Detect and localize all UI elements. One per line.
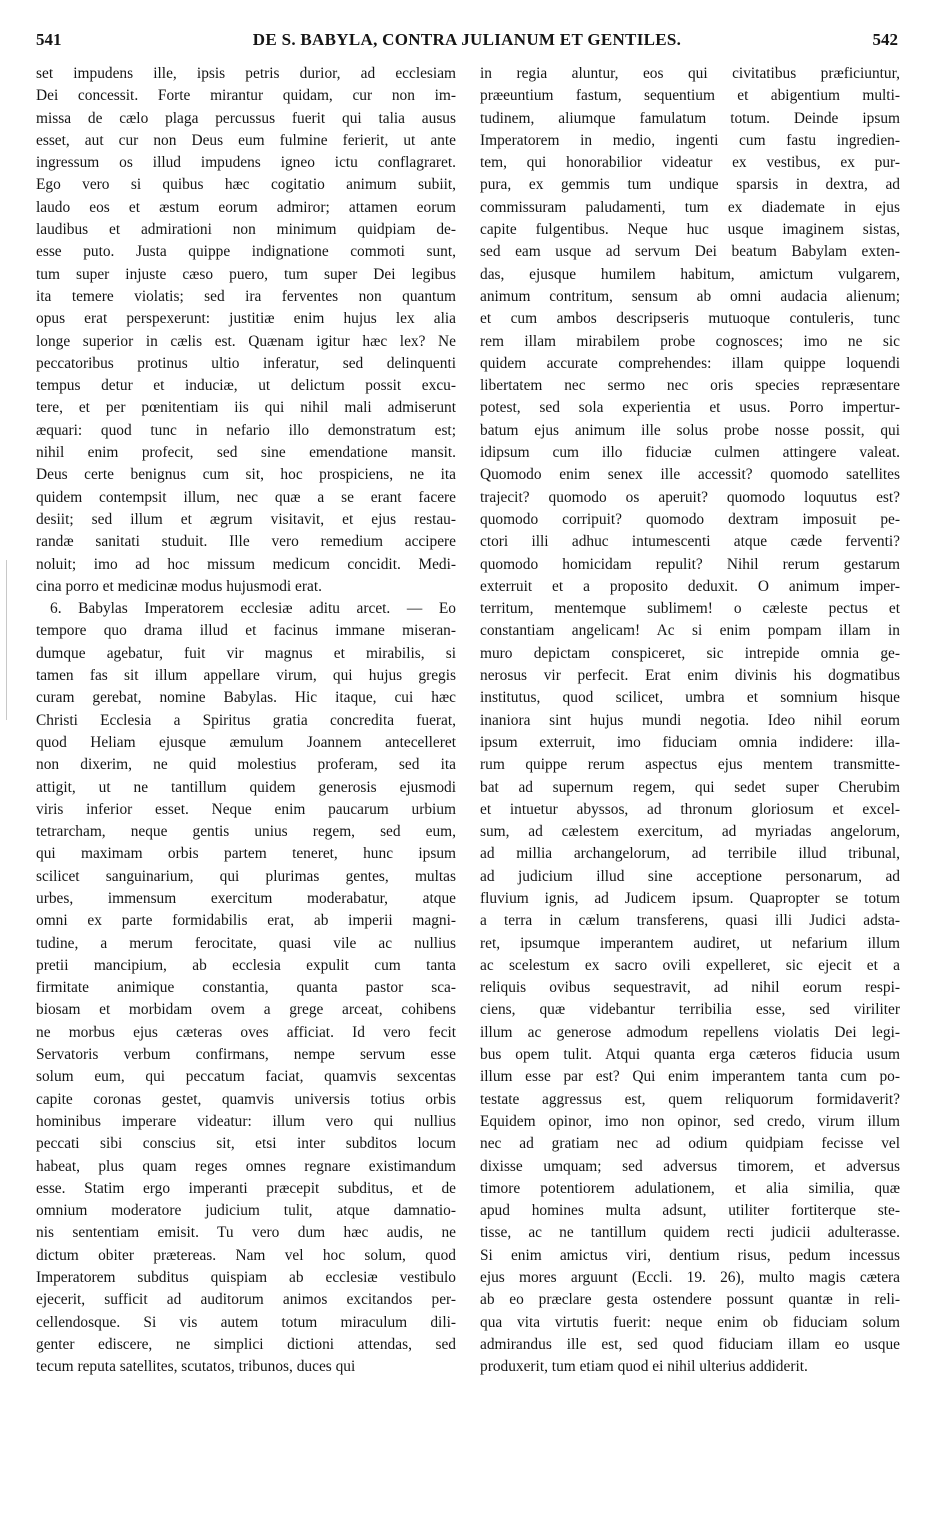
text-line: non dixerim, ne quid molestius proferam, sed ita — [36, 756, 456, 774]
text-line: pura, ex gemmis tum undique sparsis in dextra, ad — [480, 176, 900, 194]
text-line: capite coronas gestet, quamvis universis totius orbis — [36, 1090, 456, 1108]
text-line: nerosus vir perfecit. Erat enim divinis his dogmatibus — [480, 667, 900, 685]
text-line: institutus, quod scilicet, umbra et somnium hisque — [480, 689, 900, 707]
text-line: exterruit et a proposito deduxit. O animum imper- — [480, 577, 900, 595]
text-line: tempus detur et induciæ, ut delictum possit excu- — [36, 377, 456, 395]
text-line: attigit, ut ne tantillum quidem generosis ejusmodi — [36, 778, 456, 796]
running-header — [36, 30, 898, 56]
text-line: tecum reputa satellites, scutatos, tribunos, duces qui — [36, 1358, 356, 1376]
text-line: nec ad gratiam nec ad odium quidpiam fecisse vel — [480, 1135, 900, 1153]
text-line: rem illam mirabilem probe cognosces; imo ne sic — [480, 332, 900, 350]
text-line: sed eam usque ad servum Dei beatum Babylam exten- — [480, 243, 900, 261]
text-line: præeuntium fastum, sequentium et abigentium multi- — [480, 87, 900, 105]
text-line: ret, ipsumque imperantem audiret, ut nefarium illum — [480, 934, 900, 952]
text-line: tisse, ac ne tantillum quidem recti judicii adulterasse. — [480, 1224, 900, 1242]
text-line: ne morbus ejus cæteras oves afficiat. Id vero fecit — [36, 1023, 456, 1041]
text-line: tetrarcham, neque gentis unius regem, sed eum, — [36, 823, 456, 841]
text-line: Dei concessit. Forte mirantur quidam, cur non im- — [36, 87, 456, 105]
text-line: constantiam angelicam! Ac si enim pompam illam in — [480, 622, 900, 640]
right-text-column — [480, 63, 900, 1379]
text-line: cina porro et medicinæ modus hujusmodi erat. — [36, 577, 322, 595]
left-text-column — [36, 63, 456, 1379]
text-line: Deus certe benignus cum sit, hoc prospiciens, ne ita — [36, 466, 456, 484]
text-line: genter ediscere, ne simplici dictioni attendas, sed — [36, 1335, 456, 1353]
text-line: qui maximam orbis partem teneret, hunc ipsum — [36, 845, 456, 863]
text-line: fluvium ignis, ad Judicem ipsum. Quapropter se totum — [480, 889, 900, 907]
scan-artifact-line — [6, 560, 7, 720]
text-line: ac scelestum ex sacro ovili expelleret, sic ejecit et a — [480, 956, 900, 974]
text-line: urbes, immensum exercitum moderabatur, atque — [36, 889, 456, 907]
text-line: randæ sanitati studuit. Ille vero remedium accipere — [36, 533, 456, 551]
text-line: quidem accurate comprehendes: illam quippe loquendi — [480, 354, 900, 372]
text-line: ctori illi adhuc intumescenti atque cæde ferventi? — [480, 533, 900, 551]
text-line: pretii mancipium, ab ecclesia expulit cum tanta — [36, 956, 456, 974]
text-line: apud homines multa adsunt, utiliter fortiterque ste- — [480, 1202, 900, 1220]
text-line: cellendosque. Si vis autem totum miraculum dili- — [36, 1313, 456, 1331]
text-line: qua vita virtutis fuerit: neque enim ob fiduciam solum — [480, 1313, 900, 1331]
text-line: set impudens ille, ipsis petris durior, ad ecclesiam — [36, 65, 456, 82]
text-line: Servatoris verbum confirmans, nempe servum esse — [36, 1046, 456, 1064]
text-line: muro depictam conspiceret, sic intrepide omnia ge- — [480, 644, 900, 662]
text-line: nis sententiam emisit. Tu vero dum hæc audis, ne — [36, 1224, 456, 1242]
text-line: esse puto. Justa quippe indignatione commoti sunt, — [36, 243, 456, 261]
text-line: Ego vero si quibus hæc cogitatio animum subiit, — [36, 176, 456, 194]
text-line: sum, ad cælestem exercitum, ad myriadas angelorum, — [480, 823, 900, 841]
running-title: DE S. BABYLA, CONTRA JULIANUM ET GENTILES. — [252, 30, 682, 49]
text-line: Equidem opinor, imo non opinor, sed credo, virum illum — [480, 1112, 900, 1130]
text-line: ita temere violatis; sed ira ferventes non quantum — [36, 287, 456, 305]
text-line: firmitate animique constantia, quanta pastor sca- — [36, 979, 456, 997]
page-number-left: 541 — [36, 30, 62, 49]
text-line: ad judicium illud sine acceptione personarum, ad — [480, 867, 900, 885]
text-line: habeat, plus quam reges omnes regnare existimandum — [36, 1157, 456, 1175]
text-line: laudibus et admirationi non minimum quidpiam de- — [36, 221, 456, 239]
page-number-right: 542 — [872, 30, 898, 49]
text-line: bat ad supernum regem, qui sedet super Cherubim — [480, 778, 900, 796]
text-line: das, ejusque humilem habitum, amictum vulgarem, — [480, 265, 900, 283]
text-line: ejus mores arguunt (Eccli. 19. 26), multo magis cætera — [480, 1269, 900, 1287]
text-line: ab eo præclare gesta ostendere possunt quantæ in reli- — [480, 1291, 900, 1309]
text-line: tere, et per pœnitentiam iis qui nihil mali admiserunt — [36, 399, 456, 417]
text-line: idipsum cum illo fiduciæ culmen attingere valeat. — [480, 444, 900, 462]
text-line: libertatem nec sermo nec oris species repræsentare — [480, 377, 900, 395]
text-line: trajecit? quomodo os aperuit? quomodo loquutus est? — [480, 488, 900, 506]
text-line: et cum ambos descripseris mutuoque contuleris, tunc — [480, 310, 900, 328]
text-line: produxerit, tum etiam quod ei nihil ulterius addiderit. — [480, 1358, 808, 1376]
text-line: ingressum os illud impudens igneo ictu conflagraret. — [36, 154, 456, 172]
text-line: peccatoribus protinus ultio inferatur, sed delinquenti — [36, 354, 456, 372]
text-line: quod Heliam ejusque æmulum Joannem antecelleret — [36, 733, 456, 751]
text-line: nihil enim profecit, sed sine emendatione mansit. — [36, 444, 456, 462]
text-line: animum contritum, sensum ab omni audacia alienum; — [480, 287, 900, 305]
text-line: territum, mentemque sublimem! o cæleste pectus et — [480, 600, 900, 618]
text-line: Quomodo enim senex ille accessit? quomodo satellites — [480, 466, 900, 484]
text-line: reliquis ovibus sequestravit, ad nihil eorum respi- — [480, 979, 900, 997]
text-line: in regia aluntur, eos qui civitatibus præficiuntur, — [480, 65, 900, 82]
text-line: desiit; sed illum et ægrum visitavit, et ejus restau- — [36, 510, 456, 528]
text-line: æquari: quod tunc in nefario illo demonstratum est; — [36, 421, 456, 439]
text-line: solum eum, qui peccatum faciat, quamvis sexcentas — [36, 1068, 456, 1086]
text-line: tem, qui honorabilior videatur ex vestibus, ex pur- — [480, 154, 900, 172]
text-line: 6. Babylas Imperatorem ecclesiæ aditu arcet. — Eo — [50, 600, 456, 618]
text-line: dixisse umquam; sed adversus timorem, et adversus — [480, 1157, 900, 1175]
text-line: tamen fas sit illum appellare virum, qui hujus gregis — [36, 667, 456, 685]
text-line: esse. Statim ergo imperanti præcepit subditus, et de — [36, 1179, 456, 1197]
text-line: capite fulgentibus. Neque huc usque imaginem sistas, — [480, 221, 900, 239]
text-line: opus erat perspexerunt: justitiæ enim hujus lex alia — [36, 310, 456, 328]
text-line: commissuram paludamenti, tum ex diademate in ejus — [480, 198, 900, 216]
text-line: rum quippe rerum aspectus ejus mentem transmitte- — [480, 756, 900, 774]
text-line: tempore quo drama illud et facinus immane miseran- — [36, 622, 456, 640]
text-line: viris inferior esset. Neque enim paucarum urbium — [36, 800, 456, 818]
text-line: dumque agebatur, fuit vir magnus et mirabilis, si — [36, 644, 456, 662]
text-line: illum ac generose admodum repellens violatis Dei legi- — [480, 1023, 900, 1041]
text-line: Christi Ecclesia a Spiritus gratia concredita fuerat, — [36, 711, 456, 729]
text-line: dictum obiter prætereas. Nam vel hoc solum, quod — [36, 1246, 456, 1264]
text-line: ad millia archangelorum, ad terribile illud tribunal, — [480, 845, 900, 863]
text-line: tum super injuste cæso puero, tum super Dei legibus — [36, 265, 456, 283]
text-line: ciens, quæ videbantur terribilia esse, sed viriliter — [480, 1001, 900, 1019]
text-line: longe superior in cælis est. Quænam igitur hæc lex? Ne — [36, 332, 456, 350]
text-line: batum ejus animum ille solus probe nosse possit, qui — [480, 421, 900, 439]
text-line: noluit; imo ad hoc missum medicum concidit. Medi- — [36, 555, 456, 573]
text-line: quomodo homicidam repulit? Nihil rerum gestarum — [480, 555, 900, 573]
text-line: tudine, a merum ferocitate, quasi vile ac nullius — [36, 934, 456, 952]
text-line: potest, sed sola experientia et usus. Porro impertur- — [480, 399, 900, 417]
text-line: biosam et morbidam ovem a grege arceat, cohibens — [36, 1001, 456, 1019]
text-line: ejecerit, sufficit ad auditorum animos excitandos per- — [36, 1291, 456, 1309]
text-line: bus opem tulit. Atqui quanta erga cæteros fiducia usum — [480, 1046, 900, 1064]
text-line: illum esse par est? Qui enim imperantem tanta cum po- — [480, 1068, 900, 1086]
text-line: testate aggressus est, quem reliquorum formidaverit? — [480, 1090, 900, 1108]
text-line: inaniora sint hujus mundi negotia. Ideo nihil eorum — [480, 711, 900, 729]
text-line: a terra in cælum transferens, quasi illi Judici adsta- — [480, 912, 900, 930]
text-line: tudinem, aliumque famulatum totum. Deinde ipsum — [480, 109, 900, 127]
text-line: et intuetur abyssos, ad thronum gloriosum et excel- — [480, 800, 900, 818]
text-line: laudo eos et æstum eorum admiror; attamen eorum — [36, 198, 456, 216]
text-line: timore potentiorem adulationem, et alia similia, quæ — [480, 1179, 900, 1197]
text-line: ipsum exterruit, imo fiduciam omnia indidere: illa- — [480, 733, 900, 751]
text-line: Si enim amictus viri, dentium risus, pedum incessus — [480, 1246, 900, 1264]
text-line: quidem contempsit illum, nec quæ a se erant facere — [36, 488, 456, 506]
text-line: admirandus ille est, sed quod fiduciam illam eo usque — [480, 1335, 900, 1353]
text-line: Imperatorem in medio, ingenti cum fastu ingredien- — [480, 131, 900, 149]
text-line: peccati sibi conscius sit, etsi inter subditos locum — [36, 1135, 456, 1153]
text-line: missa de cælo plaga percussus fuerit qui talia ausus — [36, 109, 456, 127]
text-line: Imperatorem subditus quispiam ab ecclesiæ vestibulo — [36, 1269, 456, 1287]
text-line: omni ex parte formidabilis erat, ab imperii magni- — [36, 912, 456, 930]
text-line: scilicet sanguinarium, qui plurimas gentes, multas — [36, 867, 456, 885]
text-line: esset, aut cur non Deus eum fulmine ferierit, ut ante — [36, 131, 456, 149]
text-line: quomodo corripuit? quomodo dextram imposuit pe- — [480, 510, 900, 528]
text-line: omnium moderatore judicium tulit, atque damnatio- — [36, 1202, 456, 1220]
text-line: curam gerebat, nomine Babylas. Hic itaque, cui hæc — [36, 689, 456, 707]
text-line: hominibus imperare videatur: illum vero qui nullius — [36, 1112, 456, 1130]
